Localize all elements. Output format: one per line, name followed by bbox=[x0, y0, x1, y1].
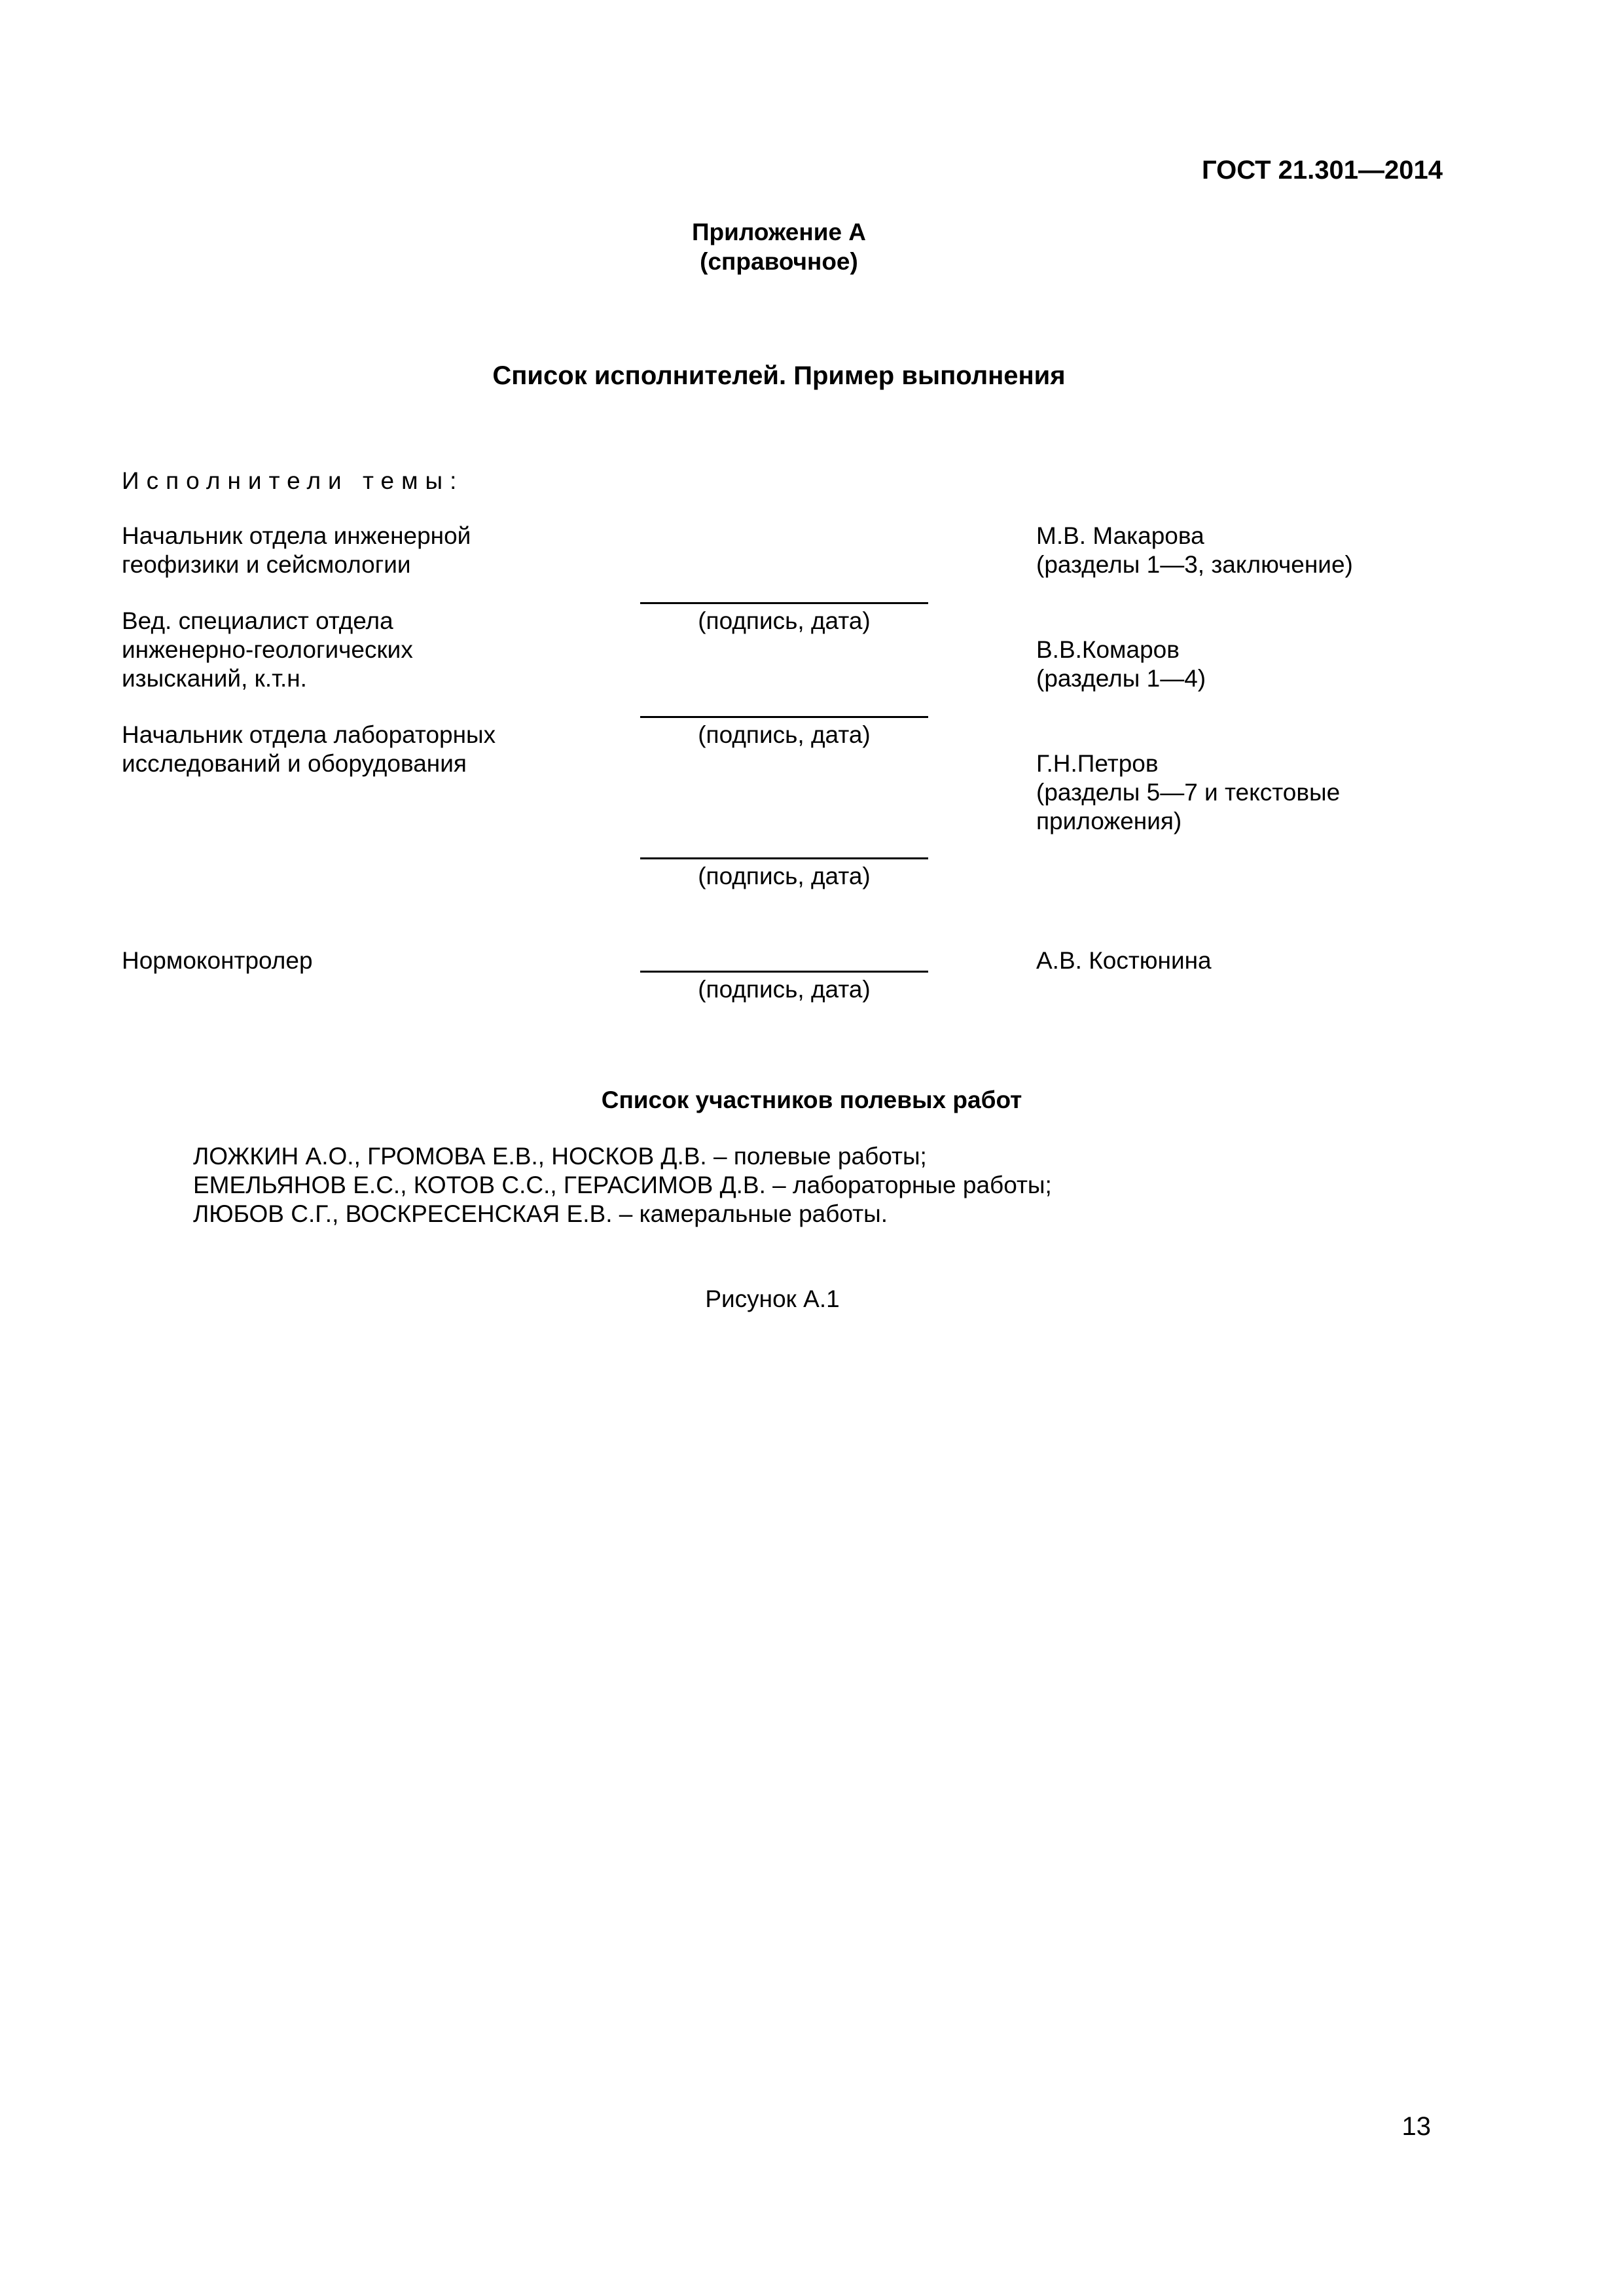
signature-line bbox=[640, 857, 928, 859]
performer-note: приложения) bbox=[1036, 808, 1182, 834]
appendix-title: Приложение А bbox=[691, 219, 867, 245]
performer-name: А.В. Костюнина bbox=[1036, 947, 1212, 974]
signature-caption: (подпись, дата) bbox=[698, 976, 871, 1003]
position-line: Начальник отдела инженерной bbox=[122, 522, 471, 549]
performer-note: (разделы 5—7 и текстовые bbox=[1036, 779, 1341, 806]
performer-note: (разделы 1—4) bbox=[1036, 665, 1206, 692]
signature-line bbox=[640, 716, 928, 718]
performers-heading: Список исполнителей. Пример выполнения bbox=[492, 361, 1066, 390]
signature-line bbox=[640, 602, 928, 604]
standard-designation: ГОСТ 21.301—2014 bbox=[1201, 156, 1443, 185]
performer-note: (разделы 1—3, заключение) bbox=[1036, 551, 1353, 578]
performer-name: Г.Н.Петров bbox=[1036, 750, 1159, 777]
position-line: Нормоконтролер bbox=[122, 947, 313, 974]
performer-name: М.В. Макарова bbox=[1036, 522, 1204, 549]
position-line: геофизики и сейсмологии bbox=[122, 551, 411, 578]
field-works-heading: Список участников полевых работ bbox=[601, 1086, 1022, 1113]
field-works-line: ЛОЖКИН А.О., ГРОМОВА Е.В., НОСКОВ Д.В. – полевые работы; bbox=[193, 1143, 927, 1170]
position-line: инженерно-геологических bbox=[122, 636, 413, 663]
signature-caption: (подпись, дата) bbox=[698, 607, 871, 634]
appendix-subtitle: (справочное) bbox=[700, 248, 858, 275]
performers-label: Исполнители темы: bbox=[122, 467, 464, 494]
position-line: Начальник отдела лабораторных bbox=[122, 721, 496, 748]
signature-caption: (подпись, дата) bbox=[698, 721, 871, 748]
position-line: Вед. специалист отдела bbox=[122, 607, 393, 634]
performer-name: В.В.Комаров bbox=[1036, 636, 1180, 663]
field-works-line: ЛЮБОВ С.Г., ВОСКРЕСЕНСКАЯ Е.В. – камеральные работы. bbox=[193, 1200, 888, 1227]
position-line: изысканий, к.т.н. bbox=[122, 665, 307, 692]
signature-caption: (подпись, дата) bbox=[698, 863, 871, 889]
field-works-line: ЕМЕЛЬЯНОВ Е.С., КОТОВ С.С., ГЕРАСИМОВ Д.В. – лабораторные работы; bbox=[193, 1172, 1052, 1198]
position-line: исследований и оборудования bbox=[122, 750, 467, 777]
signature-line bbox=[640, 971, 928, 973]
page-number: 13 bbox=[1401, 2112, 1431, 2141]
figure-caption: Рисунок А.1 bbox=[705, 1285, 840, 1312]
